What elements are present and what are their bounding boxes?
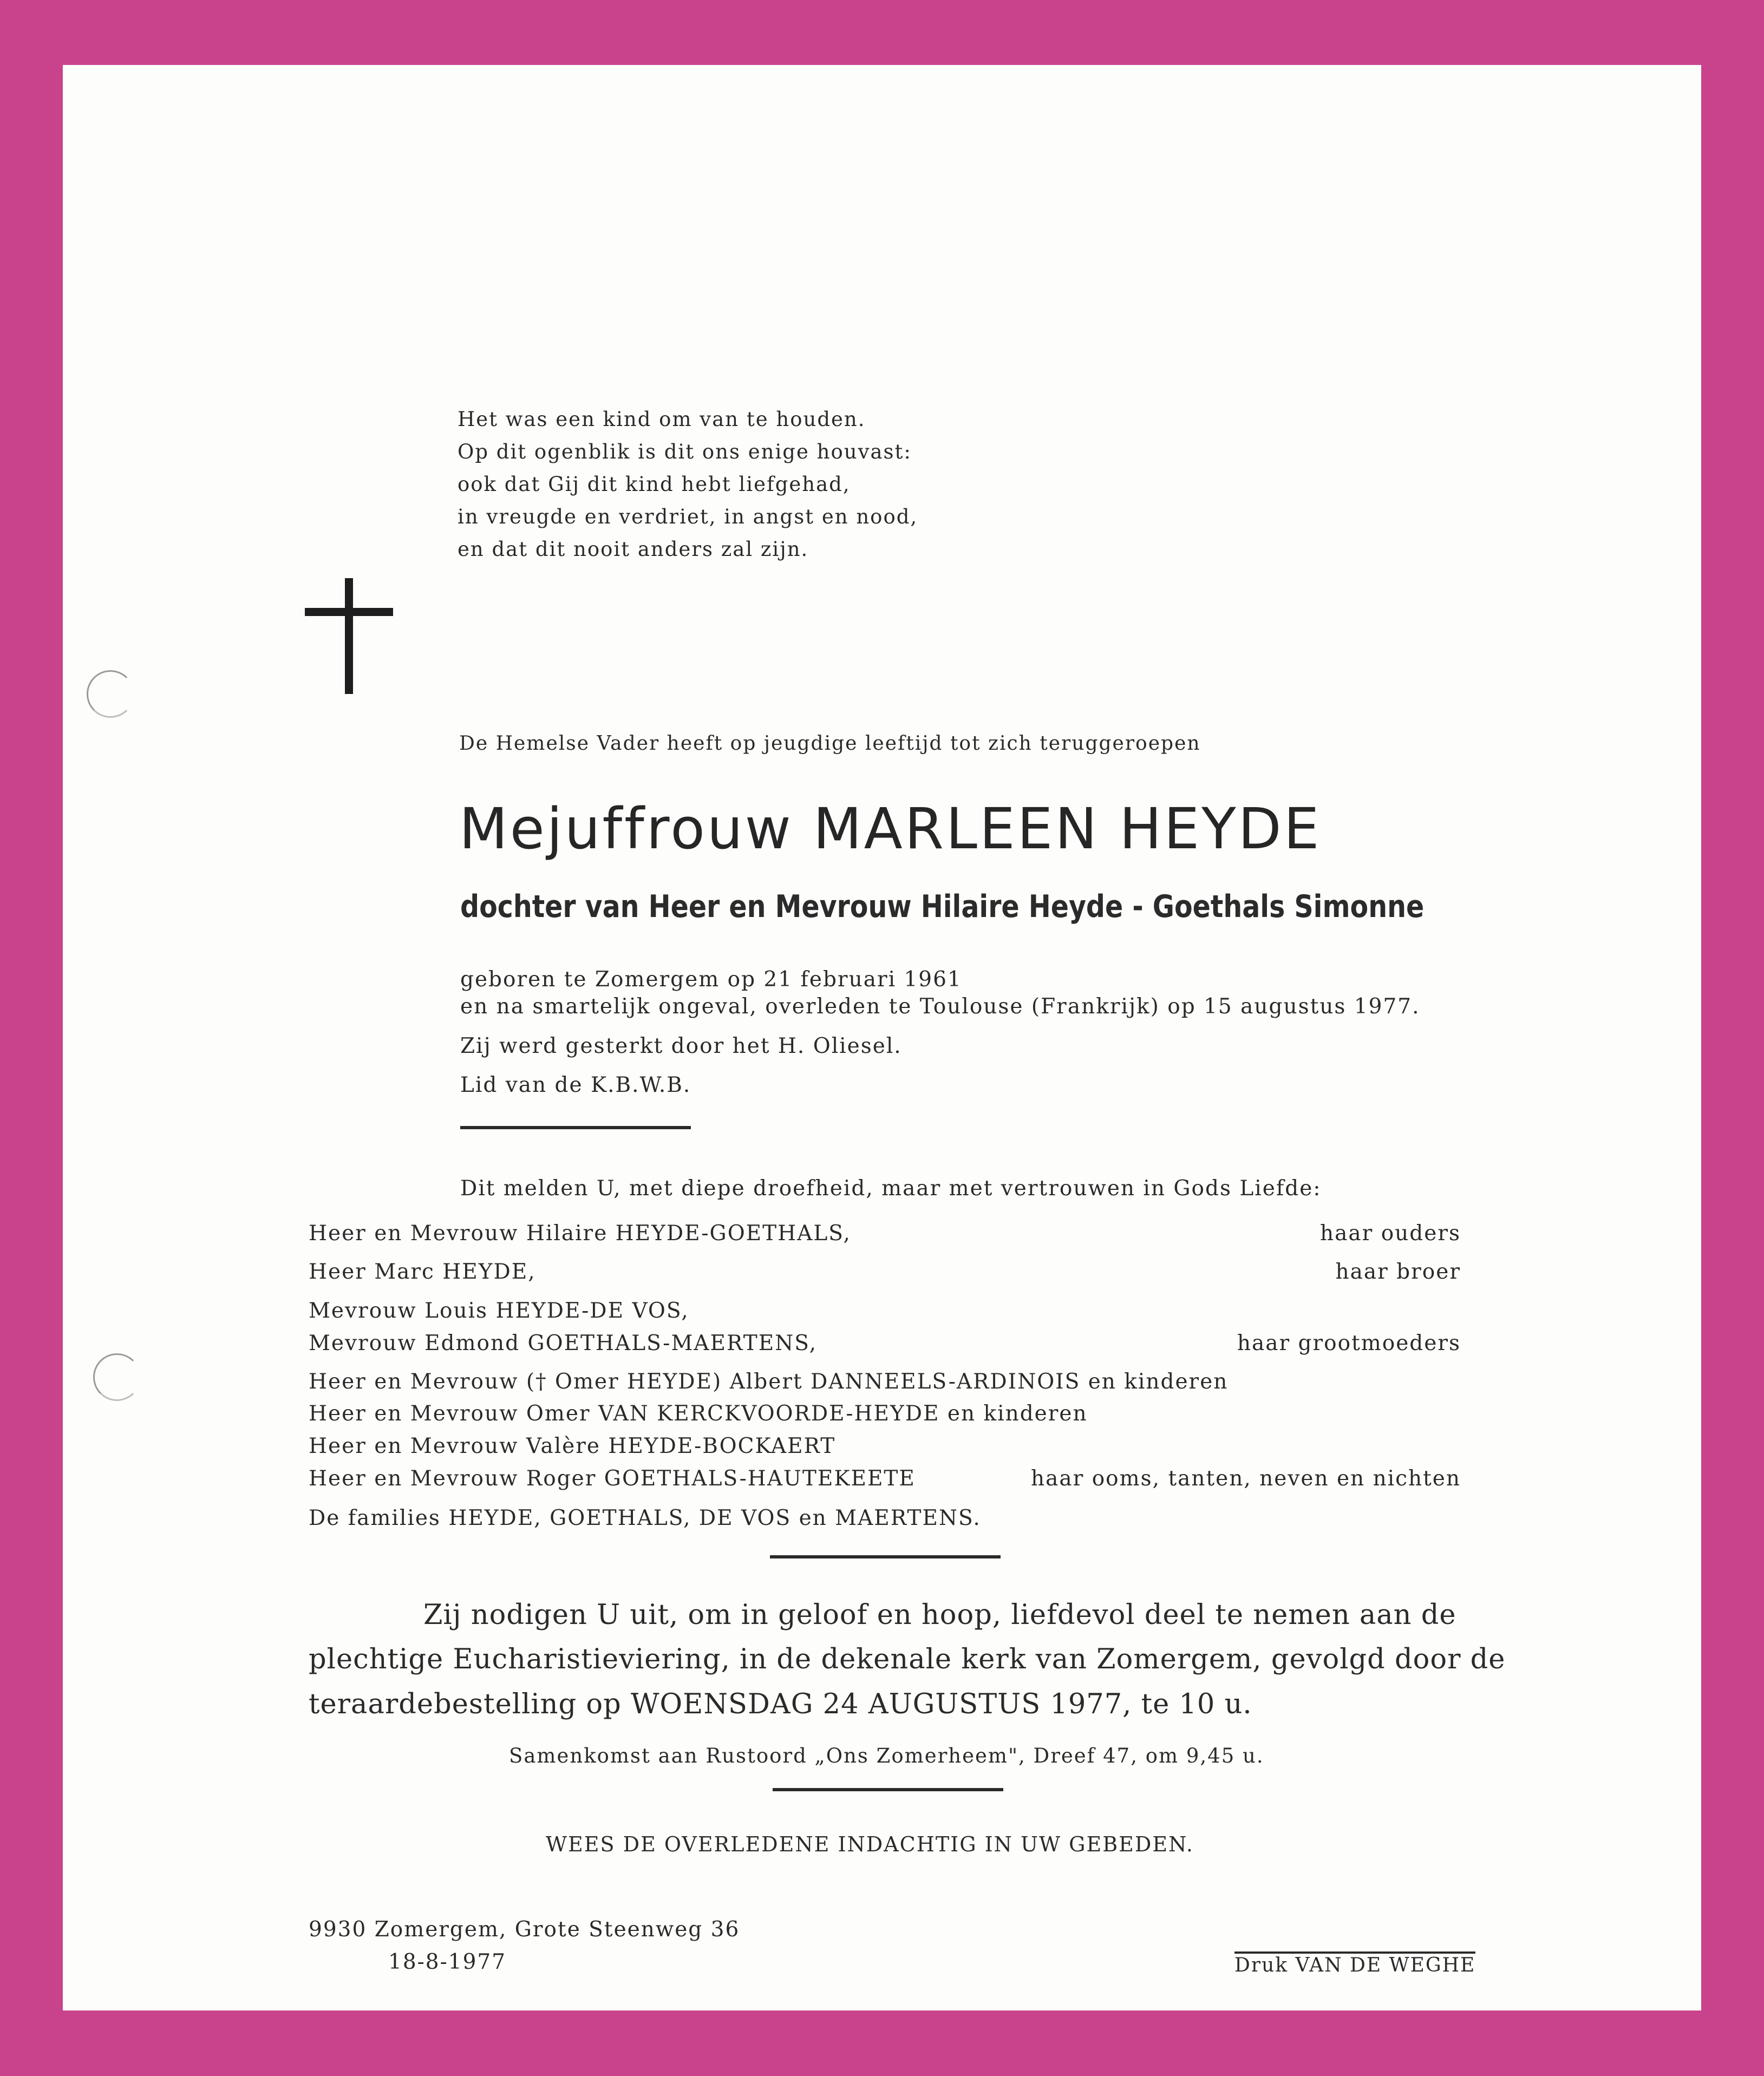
remember-text: WEES DE OVERLEDENE INDACHTIG IN UW GEBEDEN. [546,1832,1194,1856]
death-detail: en na smartelijk ongeval, overleden te Toulouse (Frankrijk) op 15 augustus 1977. [460,994,1420,1019]
family-line: De families HEYDE, GOETHALS, DE VOS en MAERTENS. [309,1506,981,1530]
family-line: Heer en Mevrouw († Omer HEYDE) Albert DANNEELS-ARDINOIS en kinderen [309,1370,1229,1394]
punch-hole-lower [93,1353,141,1401]
poem-line: Op dit ogenblik is dit ons enige houvast: [458,440,912,463]
relation-label: haar ouders [1320,1221,1461,1246]
family-line: Heer en Mevrouw Hilaire HEYDE-GOETHALS, [309,1221,851,1246]
relation-label: haar broer [1335,1260,1461,1284]
relation-label: haar grootmoeders [1237,1331,1461,1355]
punch-hole-upper [87,670,134,718]
sacrament-detail: Zij werd gesterkt door het H. Oliesel. [460,1034,902,1058]
family-line: Heer en Mevrouw Roger GOETHALS-HAUTEKEETE [309,1466,916,1491]
poem [458,403,918,566]
divider-2 [770,1555,1001,1558]
invitation-line: Zij nodigen U uit, om in geloof en hoop, liefdevol deel te nemen aan de [423,1599,1456,1631]
membership-detail: Lid van de K.B.W.B. [460,1073,691,1097]
family-line: Heer en Mevrouw Omer VAN KERCKVOORDE-HEYDE en kinderen [309,1402,1088,1426]
deceased-name: Mejuffrouw MARLEEN HEYDE [459,796,1322,862]
poem-line: Het was een kind om van te houden. [458,408,866,431]
family-line: Heer Marc HEYDE, [309,1260,536,1284]
poem-line: ook dat Gij dit kind hebt liefgehad, [458,473,851,496]
cross-icon-vertical [345,578,353,694]
poem-line: en dat dit nooit anders zal zijn. [458,538,809,561]
family-line: Mevrouw Edmond GOETHALS-MAERTENS, [309,1331,818,1355]
parents-line: dochter van Heer en Mevrouw Hilaire Heyde - Goethals Simonne [460,889,1425,925]
poem-line: in vreugde en verdriet, in angst en nood, [458,505,918,528]
gathering-info: Samenkomst aan Rustoord „Ons Zomerheem", Dreef 47, om 9,45 u. [509,1744,1264,1767]
divider-3 [773,1788,1003,1791]
divider-1 [460,1126,691,1129]
invitation-line: teraardebestelling op WOENSDAG 24 AUGUSTUS 1977, te 10 u. [309,1688,1252,1720]
family-line: Mevrouw Louis HEYDE-DE VOS, [309,1299,689,1323]
birth-detail: geboren te Zomergem op 21 februari 1961 [460,967,962,992]
printer-credit: Druk VAN DE WEGHE [1234,1951,1475,1975]
address: 9930 Zomergem, Grote Steenweg 36 [309,1917,740,1942]
intro-text: De Hemelse Vader heeft op jeugdige leeftijd tot zich teruggeroepen [459,732,1201,755]
cross-icon-horizontal [305,608,393,616]
announcement: Dit melden U, met diepe droefheid, maar met vertrouwen in Gods Liefde: [460,1176,1322,1201]
invitation-line: plechtige Eucharistieviering, in de dekenale kerk van Zomergem, gevolgd door de [309,1643,1506,1675]
family-line: Heer en Mevrouw Valère HEYDE-BOCKAERT [309,1434,836,1458]
relation-label: haar ooms, tanten, neven en nichten [1031,1466,1461,1491]
notice-date: 18-8-1977 [388,1950,507,1974]
